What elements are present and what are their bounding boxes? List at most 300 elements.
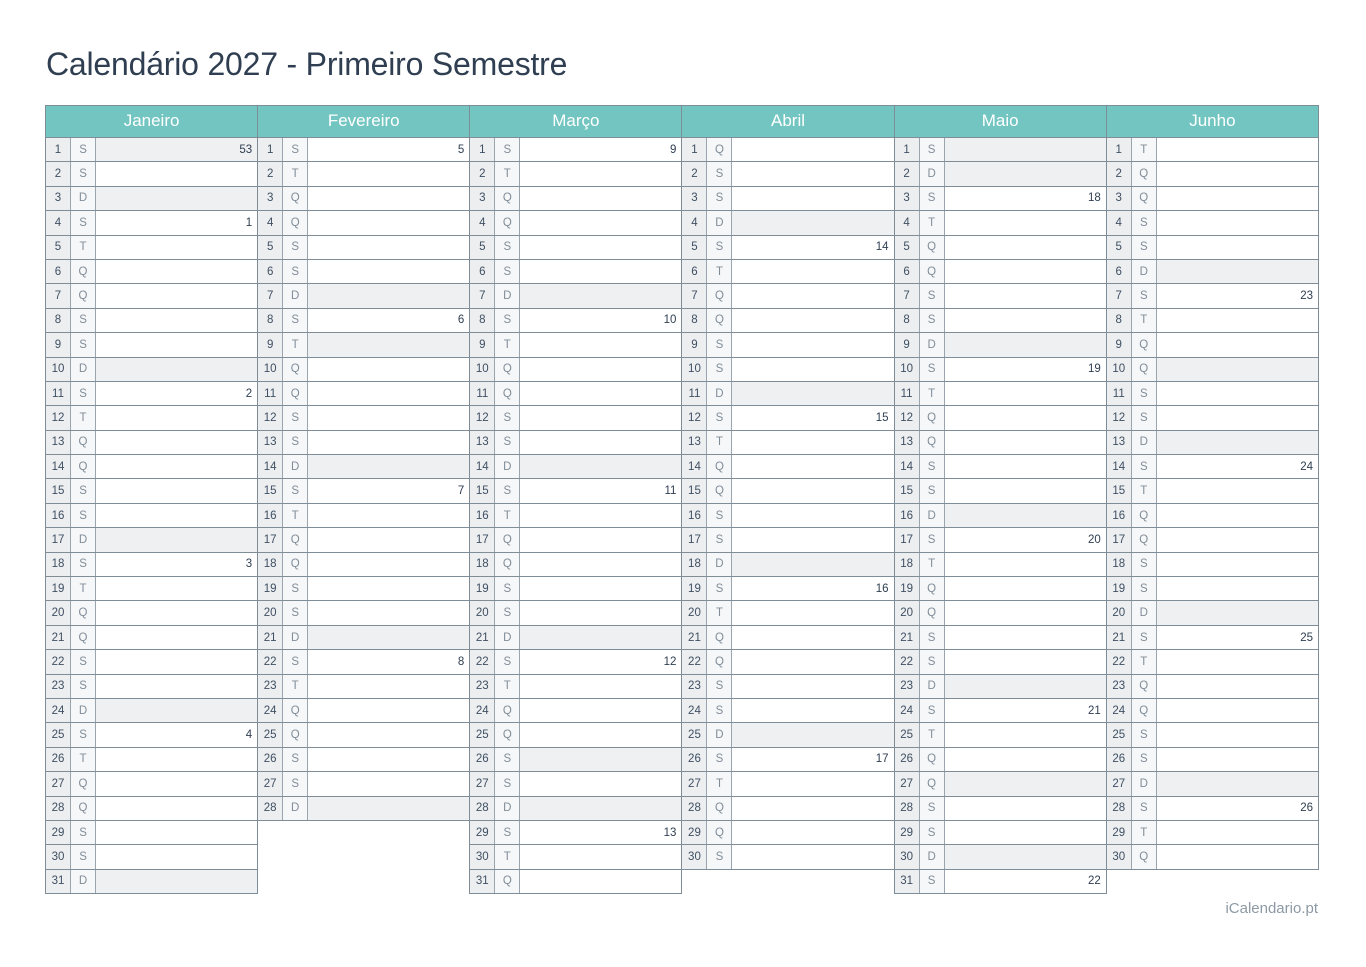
- day-number[interactable]: 5: [258, 235, 283, 259]
- day-number[interactable]: 13: [1106, 430, 1131, 454]
- day-note-cell[interactable]: [96, 601, 258, 625]
- day-note-cell[interactable]: [96, 625, 258, 649]
- day-note-cell[interactable]: [308, 674, 470, 698]
- day-number[interactable]: 31: [894, 869, 919, 893]
- day-number[interactable]: 1: [258, 138, 283, 162]
- day-number[interactable]: 10: [470, 357, 495, 381]
- day-note-cell[interactable]: [944, 406, 1106, 430]
- day-number[interactable]: 26: [46, 747, 71, 771]
- day-note-cell[interactable]: [520, 503, 682, 527]
- day-note-cell[interactable]: [308, 503, 470, 527]
- day-note-cell[interactable]: [732, 650, 894, 674]
- day-note-cell[interactable]: [520, 772, 682, 796]
- day-note-cell[interactable]: [96, 845, 258, 869]
- day-note-cell[interactable]: [732, 723, 894, 747]
- day-note-cell[interactable]: [1156, 772, 1318, 796]
- day-note-cell[interactable]: [944, 503, 1106, 527]
- week-number-cell[interactable]: 20: [944, 528, 1106, 552]
- day-note-cell[interactable]: [520, 259, 682, 283]
- day-number[interactable]: 11: [682, 381, 707, 405]
- day-number[interactable]: 24: [470, 698, 495, 722]
- day-number[interactable]: 4: [894, 211, 919, 235]
- week-number-cell[interactable]: 18: [944, 186, 1106, 210]
- day-note-cell[interactable]: [96, 235, 258, 259]
- day-number[interactable]: 3: [682, 186, 707, 210]
- day-number[interactable]: 20: [46, 601, 71, 625]
- day-note-cell[interactable]: [1156, 528, 1318, 552]
- day-number[interactable]: 28: [46, 796, 71, 820]
- day-number[interactable]: 10: [682, 357, 707, 381]
- day-note-cell[interactable]: [944, 333, 1106, 357]
- day-number[interactable]: 13: [470, 430, 495, 454]
- day-note-cell[interactable]: [520, 698, 682, 722]
- week-number-cell[interactable]: 23: [1156, 284, 1318, 308]
- day-number[interactable]: 27: [46, 772, 71, 796]
- day-note-cell[interactable]: [308, 747, 470, 771]
- day-number[interactable]: 6: [682, 259, 707, 283]
- week-number-cell[interactable]: 10: [520, 308, 682, 332]
- day-number[interactable]: 19: [1106, 577, 1131, 601]
- day-number[interactable]: 10: [1106, 357, 1131, 381]
- day-number[interactable]: 15: [894, 479, 919, 503]
- day-number[interactable]: 28: [894, 796, 919, 820]
- week-number-cell[interactable]: 24: [1156, 455, 1318, 479]
- day-note-cell[interactable]: [520, 674, 682, 698]
- day-note-cell[interactable]: [732, 845, 894, 869]
- day-note-cell[interactable]: [732, 211, 894, 235]
- day-note-cell[interactable]: [732, 381, 894, 405]
- day-note-cell[interactable]: [732, 796, 894, 820]
- day-note-cell[interactable]: [732, 601, 894, 625]
- day-number[interactable]: 29: [46, 820, 71, 844]
- day-note-cell[interactable]: [732, 503, 894, 527]
- day-number[interactable]: 1: [470, 138, 495, 162]
- day-number[interactable]: 19: [682, 577, 707, 601]
- day-note-cell[interactable]: [944, 235, 1106, 259]
- day-number[interactable]: 2: [894, 162, 919, 186]
- day-number[interactable]: 24: [894, 698, 919, 722]
- day-note-cell[interactable]: [308, 698, 470, 722]
- day-note-cell[interactable]: [520, 357, 682, 381]
- day-number[interactable]: 21: [1106, 625, 1131, 649]
- day-number[interactable]: 13: [682, 430, 707, 454]
- day-note-cell[interactable]: [96, 528, 258, 552]
- day-number[interactable]: 15: [682, 479, 707, 503]
- week-number-cell[interactable]: 3: [96, 552, 258, 576]
- day-note-cell[interactable]: [1156, 650, 1318, 674]
- day-number[interactable]: 25: [258, 723, 283, 747]
- day-note-cell[interactable]: [1156, 381, 1318, 405]
- day-number[interactable]: 7: [258, 284, 283, 308]
- day-note-cell[interactable]: [1156, 601, 1318, 625]
- week-number-cell[interactable]: 11: [520, 479, 682, 503]
- day-number[interactable]: 12: [258, 406, 283, 430]
- day-number[interactable]: 22: [682, 650, 707, 674]
- day-number[interactable]: 23: [258, 674, 283, 698]
- day-number[interactable]: 18: [258, 552, 283, 576]
- day-note-cell[interactable]: [96, 162, 258, 186]
- day-note-cell[interactable]: [308, 235, 470, 259]
- day-note-cell[interactable]: [96, 430, 258, 454]
- day-number[interactable]: 15: [1106, 479, 1131, 503]
- day-number[interactable]: 8: [46, 308, 71, 332]
- day-note-cell[interactable]: [96, 820, 258, 844]
- day-number[interactable]: 20: [1106, 601, 1131, 625]
- day-note-cell[interactable]: [1156, 162, 1318, 186]
- day-note-cell[interactable]: [1156, 503, 1318, 527]
- day-note-cell[interactable]: [308, 406, 470, 430]
- day-number[interactable]: 7: [1106, 284, 1131, 308]
- day-note-cell[interactable]: [308, 552, 470, 576]
- day-note-cell[interactable]: [1156, 259, 1318, 283]
- day-note-cell[interactable]: [96, 333, 258, 357]
- day-note-cell[interactable]: [732, 528, 894, 552]
- day-note-cell[interactable]: [308, 601, 470, 625]
- day-number[interactable]: 21: [470, 625, 495, 649]
- day-note-cell[interactable]: [520, 869, 682, 893]
- day-number[interactable]: 11: [894, 381, 919, 405]
- day-note-cell[interactable]: [520, 796, 682, 820]
- week-number-cell[interactable]: 15: [732, 406, 894, 430]
- day-number[interactable]: 11: [258, 381, 283, 405]
- day-number[interactable]: 13: [258, 430, 283, 454]
- day-note-cell[interactable]: [1156, 577, 1318, 601]
- day-number[interactable]: 16: [894, 503, 919, 527]
- day-note-cell[interactable]: [732, 138, 894, 162]
- week-number-cell[interactable]: 1: [96, 211, 258, 235]
- week-number-cell[interactable]: 8: [308, 650, 470, 674]
- day-number[interactable]: 2: [46, 162, 71, 186]
- day-number[interactable]: 12: [46, 406, 71, 430]
- day-number[interactable]: 24: [46, 698, 71, 722]
- day-note-cell[interactable]: [308, 333, 470, 357]
- day-number[interactable]: 21: [46, 625, 71, 649]
- day-number[interactable]: 23: [1106, 674, 1131, 698]
- day-number[interactable]: 2: [470, 162, 495, 186]
- day-number[interactable]: 9: [258, 333, 283, 357]
- day-note-cell[interactable]: [732, 479, 894, 503]
- day-number[interactable]: 7: [470, 284, 495, 308]
- day-note-cell[interactable]: [732, 333, 894, 357]
- day-number[interactable]: 27: [1106, 772, 1131, 796]
- day-note-cell[interactable]: [520, 552, 682, 576]
- week-number-cell[interactable]: 16: [732, 577, 894, 601]
- day-number[interactable]: 31: [470, 869, 495, 893]
- week-number-cell[interactable]: 21: [944, 698, 1106, 722]
- day-note-cell[interactable]: [732, 259, 894, 283]
- day-note-cell[interactable]: [944, 381, 1106, 405]
- day-note-cell[interactable]: [732, 308, 894, 332]
- week-number-cell[interactable]: 7: [308, 479, 470, 503]
- week-number-cell[interactable]: 13: [520, 820, 682, 844]
- day-note-cell[interactable]: [96, 186, 258, 210]
- day-number[interactable]: 25: [1106, 723, 1131, 747]
- day-number[interactable]: 29: [682, 820, 707, 844]
- day-note-cell[interactable]: [1156, 333, 1318, 357]
- day-note-cell[interactable]: [308, 211, 470, 235]
- day-number[interactable]: 3: [1106, 186, 1131, 210]
- day-note-cell[interactable]: [520, 747, 682, 771]
- day-number[interactable]: 28: [682, 796, 707, 820]
- day-note-cell[interactable]: [1156, 820, 1318, 844]
- day-number[interactable]: 23: [470, 674, 495, 698]
- day-note-cell[interactable]: [308, 284, 470, 308]
- day-note-cell[interactable]: [520, 577, 682, 601]
- day-number[interactable]: 22: [470, 650, 495, 674]
- day-number[interactable]: 30: [470, 845, 495, 869]
- day-note-cell[interactable]: [1156, 357, 1318, 381]
- day-number[interactable]: 3: [46, 186, 71, 210]
- day-number[interactable]: 17: [894, 528, 919, 552]
- day-note-cell[interactable]: [96, 455, 258, 479]
- day-note-cell[interactable]: [944, 430, 1106, 454]
- day-number[interactable]: 17: [682, 528, 707, 552]
- day-note-cell[interactable]: [308, 381, 470, 405]
- day-note-cell[interactable]: [732, 552, 894, 576]
- day-number[interactable]: 14: [682, 455, 707, 479]
- day-note-cell[interactable]: [520, 186, 682, 210]
- day-note-cell[interactable]: [1156, 845, 1318, 869]
- day-number[interactable]: 26: [1106, 747, 1131, 771]
- day-number[interactable]: 27: [682, 772, 707, 796]
- day-note-cell[interactable]: [944, 479, 1106, 503]
- day-number[interactable]: 19: [258, 577, 283, 601]
- day-note-cell[interactable]: [1156, 138, 1318, 162]
- day-number[interactable]: 8: [470, 308, 495, 332]
- day-note-cell[interactable]: [732, 698, 894, 722]
- day-number[interactable]: 20: [682, 601, 707, 625]
- week-number-cell[interactable]: 6: [308, 308, 470, 332]
- day-number[interactable]: 24: [682, 698, 707, 722]
- day-note-cell[interactable]: [1156, 406, 1318, 430]
- day-number[interactable]: 14: [470, 455, 495, 479]
- day-note-cell[interactable]: [944, 211, 1106, 235]
- day-note-cell[interactable]: [944, 138, 1106, 162]
- day-note-cell[interactable]: [308, 259, 470, 283]
- day-note-cell[interactable]: [944, 162, 1106, 186]
- day-note-cell[interactable]: [520, 723, 682, 747]
- day-number[interactable]: 6: [894, 259, 919, 283]
- day-note-cell[interactable]: [944, 455, 1106, 479]
- day-note-cell[interactable]: [1156, 211, 1318, 235]
- day-note-cell[interactable]: [308, 430, 470, 454]
- day-note-cell[interactable]: [944, 747, 1106, 771]
- day-note-cell[interactable]: [96, 479, 258, 503]
- day-number[interactable]: 7: [894, 284, 919, 308]
- day-note-cell[interactable]: [96, 406, 258, 430]
- day-note-cell[interactable]: [308, 577, 470, 601]
- day-number[interactable]: 10: [258, 357, 283, 381]
- day-note-cell[interactable]: [520, 211, 682, 235]
- day-note-cell[interactable]: [96, 259, 258, 283]
- day-number[interactable]: 29: [470, 820, 495, 844]
- day-note-cell[interactable]: [520, 235, 682, 259]
- day-number[interactable]: 15: [258, 479, 283, 503]
- day-number[interactable]: 26: [470, 747, 495, 771]
- day-note-cell[interactable]: [308, 772, 470, 796]
- week-number-cell[interactable]: 5: [308, 138, 470, 162]
- day-number[interactable]: 19: [894, 577, 919, 601]
- day-number[interactable]: 5: [682, 235, 707, 259]
- day-number[interactable]: 6: [46, 259, 71, 283]
- day-number[interactable]: 10: [46, 357, 71, 381]
- day-number[interactable]: 18: [46, 552, 71, 576]
- day-note-cell[interactable]: [944, 674, 1106, 698]
- day-number[interactable]: 9: [46, 333, 71, 357]
- day-number[interactable]: 16: [1106, 503, 1131, 527]
- day-number[interactable]: 11: [1106, 381, 1131, 405]
- day-number[interactable]: 4: [258, 211, 283, 235]
- day-number[interactable]: 5: [470, 235, 495, 259]
- day-note-cell[interactable]: [944, 625, 1106, 649]
- day-number[interactable]: 17: [1106, 528, 1131, 552]
- day-note-cell[interactable]: [520, 845, 682, 869]
- day-note-cell[interactable]: [520, 430, 682, 454]
- day-note-cell[interactable]: [96, 650, 258, 674]
- day-number[interactable]: 29: [894, 820, 919, 844]
- day-note-cell[interactable]: [944, 820, 1106, 844]
- day-number[interactable]: 8: [258, 308, 283, 332]
- day-number[interactable]: 25: [470, 723, 495, 747]
- day-number[interactable]: 9: [470, 333, 495, 357]
- day-note-cell[interactable]: [1156, 308, 1318, 332]
- day-number[interactable]: 16: [258, 503, 283, 527]
- day-number[interactable]: 22: [258, 650, 283, 674]
- day-note-cell[interactable]: [308, 625, 470, 649]
- day-number[interactable]: 4: [1106, 211, 1131, 235]
- day-note-cell[interactable]: [308, 162, 470, 186]
- day-number[interactable]: 10: [894, 357, 919, 381]
- day-number[interactable]: 1: [46, 138, 71, 162]
- day-number[interactable]: 2: [258, 162, 283, 186]
- day-note-cell[interactable]: [520, 284, 682, 308]
- day-number[interactable]: 5: [894, 235, 919, 259]
- week-number-cell[interactable]: 9: [520, 138, 682, 162]
- day-note-cell[interactable]: [732, 455, 894, 479]
- day-number[interactable]: 14: [894, 455, 919, 479]
- day-number[interactable]: 4: [470, 211, 495, 235]
- day-number[interactable]: 6: [1106, 259, 1131, 283]
- day-note-cell[interactable]: [96, 577, 258, 601]
- week-number-cell[interactable]: 26: [1156, 796, 1318, 820]
- day-number[interactable]: 31: [46, 869, 71, 893]
- day-note-cell[interactable]: [944, 650, 1106, 674]
- day-note-cell[interactable]: [944, 772, 1106, 796]
- day-note-cell[interactable]: [96, 284, 258, 308]
- day-number[interactable]: 21: [682, 625, 707, 649]
- day-number[interactable]: 24: [1106, 698, 1131, 722]
- week-number-cell[interactable]: 19: [944, 357, 1106, 381]
- day-number[interactable]: 19: [470, 577, 495, 601]
- day-number[interactable]: 26: [682, 747, 707, 771]
- day-number[interactable]: 7: [682, 284, 707, 308]
- day-note-cell[interactable]: [308, 723, 470, 747]
- day-number[interactable]: 5: [46, 235, 71, 259]
- day-number[interactable]: 4: [682, 211, 707, 235]
- day-number[interactable]: 23: [894, 674, 919, 698]
- day-number[interactable]: 12: [894, 406, 919, 430]
- day-note-cell[interactable]: [520, 528, 682, 552]
- day-note-cell[interactable]: [96, 796, 258, 820]
- day-number[interactable]: 3: [258, 186, 283, 210]
- day-number[interactable]: 15: [470, 479, 495, 503]
- day-note-cell[interactable]: [944, 308, 1106, 332]
- day-number[interactable]: 18: [682, 552, 707, 576]
- day-number[interactable]: 27: [470, 772, 495, 796]
- day-number[interactable]: 3: [894, 186, 919, 210]
- day-number[interactable]: 5: [1106, 235, 1131, 259]
- day-number[interactable]: 3: [470, 186, 495, 210]
- day-number[interactable]: 2: [1106, 162, 1131, 186]
- day-note-cell[interactable]: [520, 162, 682, 186]
- day-number[interactable]: 25: [46, 723, 71, 747]
- day-note-cell[interactable]: [732, 625, 894, 649]
- day-number[interactable]: 9: [894, 333, 919, 357]
- day-number[interactable]: 1: [682, 138, 707, 162]
- day-number[interactable]: 29: [1106, 820, 1131, 844]
- day-note-cell[interactable]: [96, 772, 258, 796]
- day-number[interactable]: 14: [258, 455, 283, 479]
- day-number[interactable]: 8: [894, 308, 919, 332]
- day-number[interactable]: 28: [470, 796, 495, 820]
- day-note-cell[interactable]: [732, 820, 894, 844]
- day-number[interactable]: 18: [894, 552, 919, 576]
- day-number[interactable]: 1: [1106, 138, 1131, 162]
- day-number[interactable]: 27: [894, 772, 919, 796]
- day-note-cell[interactable]: [96, 747, 258, 771]
- day-number[interactable]: 30: [682, 845, 707, 869]
- day-note-cell[interactable]: [96, 308, 258, 332]
- day-note-cell[interactable]: [944, 552, 1106, 576]
- day-note-cell[interactable]: [96, 357, 258, 381]
- day-note-cell[interactable]: [520, 625, 682, 649]
- day-number[interactable]: 13: [46, 430, 71, 454]
- day-number[interactable]: 9: [682, 333, 707, 357]
- day-note-cell[interactable]: [1156, 186, 1318, 210]
- day-note-cell[interactable]: [520, 333, 682, 357]
- day-number[interactable]: 30: [1106, 845, 1131, 869]
- day-number[interactable]: 26: [894, 747, 919, 771]
- day-number[interactable]: 16: [682, 503, 707, 527]
- week-number-cell[interactable]: 12: [520, 650, 682, 674]
- day-note-cell[interactable]: [96, 674, 258, 698]
- day-number[interactable]: 14: [46, 455, 71, 479]
- day-note-cell[interactable]: [96, 503, 258, 527]
- day-note-cell[interactable]: [944, 259, 1106, 283]
- day-number[interactable]: 23: [46, 674, 71, 698]
- day-number[interactable]: 21: [258, 625, 283, 649]
- day-note-cell[interactable]: [1156, 479, 1318, 503]
- day-note-cell[interactable]: [944, 723, 1106, 747]
- day-note-cell[interactable]: [1156, 698, 1318, 722]
- day-number[interactable]: 6: [470, 259, 495, 283]
- day-note-cell[interactable]: [520, 381, 682, 405]
- day-number[interactable]: 20: [470, 601, 495, 625]
- day-note-cell[interactable]: [732, 430, 894, 454]
- day-note-cell[interactable]: [308, 357, 470, 381]
- day-number[interactable]: 1: [894, 138, 919, 162]
- week-number-cell[interactable]: 14: [732, 235, 894, 259]
- day-number[interactable]: 12: [682, 406, 707, 430]
- day-number[interactable]: 30: [46, 845, 71, 869]
- day-number[interactable]: 12: [470, 406, 495, 430]
- day-note-cell[interactable]: [96, 869, 258, 893]
- day-number[interactable]: 30: [894, 845, 919, 869]
- day-number[interactable]: 7: [46, 284, 71, 308]
- day-number[interactable]: 12: [1106, 406, 1131, 430]
- day-number[interactable]: 6: [258, 259, 283, 283]
- day-note-cell[interactable]: [1156, 723, 1318, 747]
